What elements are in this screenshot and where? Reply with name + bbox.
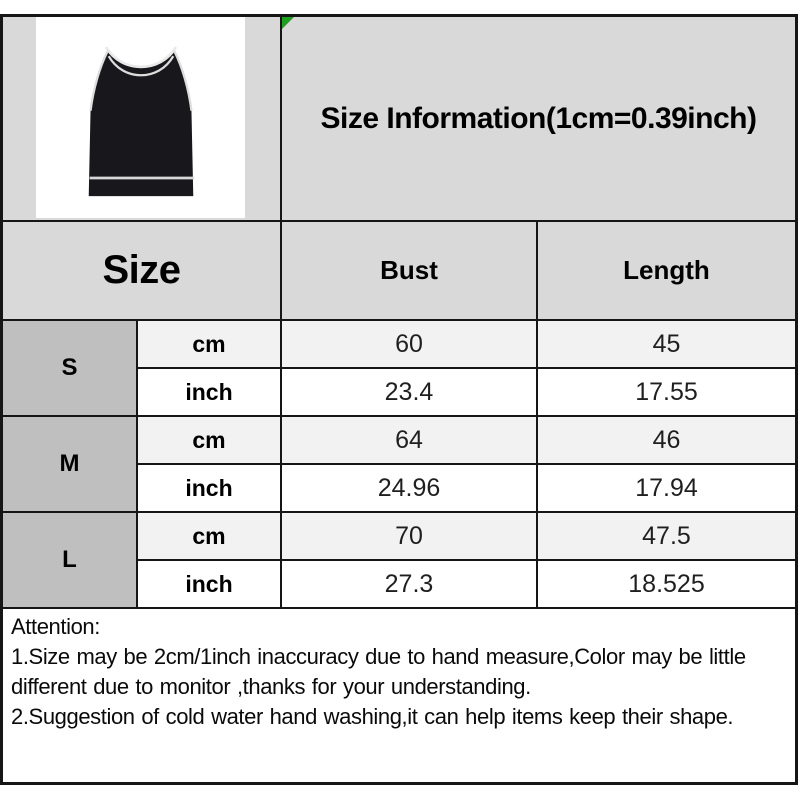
product-image-cell [3,17,280,220]
length-value: 18.525 [538,561,795,607]
length-value: 45 [538,321,795,367]
attention-heading: Attention: [11,614,100,639]
unit-label: cm [138,417,280,463]
bust-value: 70 [282,513,536,559]
bust-value: 60 [282,321,536,367]
bust-value: 64 [282,417,536,463]
page-title: Size Information(1cm=0.39inch) [320,101,757,135]
size-label-m: M [3,417,136,511]
unit-label: cm [138,513,280,559]
unit-label: cm [138,321,280,367]
tank-top-illustration [46,22,236,214]
column-header-size: Size [3,222,280,319]
product-image [36,17,245,218]
title-cell [282,17,795,220]
attention-notes [3,609,795,782]
column-header-length: Length [538,222,795,319]
size-label-l: L [3,513,136,607]
length-value: 17.94 [538,465,795,511]
bust-value: 24.96 [282,465,536,511]
length-value: 47.5 [538,513,795,559]
attention-note-1: 1.Size may be 2cm/1inch inaccuracy due to hand measure,Color may be little different due to monitor ,thanks for your understanding. [11,644,746,699]
bust-value: 23.4 [282,369,536,415]
unit-label: inch [138,561,280,607]
unit-label: inch [138,465,280,511]
unit-label: inch [138,369,280,415]
green-corner-marker-icon [282,17,294,29]
column-header-bust: Bust [282,222,536,319]
size-label-s: S [3,321,136,415]
attention-note-2: 2.Suggestion of cold water hand washing,it can help items keep their shape. [11,704,734,729]
size-information-table [0,14,798,785]
bust-value: 27.3 [282,561,536,607]
length-value: 46 [538,417,795,463]
length-value: 17.55 [538,369,795,415]
